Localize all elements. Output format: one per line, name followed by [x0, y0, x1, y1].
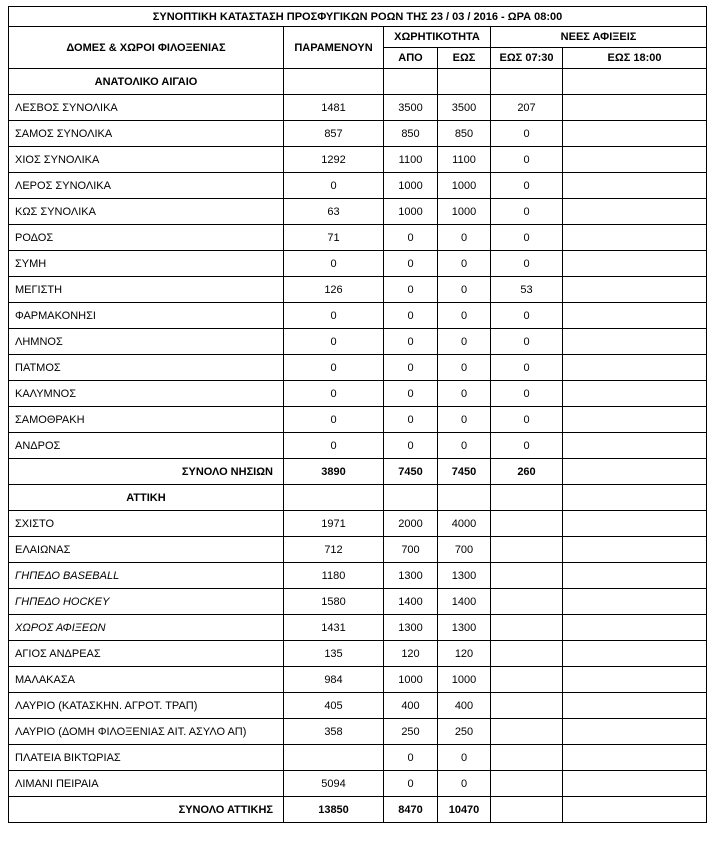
arrivals-0730-value: 0 [491, 433, 563, 459]
table-row [9, 537, 707, 563]
capacity-to-value: 250 [438, 719, 491, 745]
capacity-to-value: 3500 [438, 95, 491, 121]
capacity-from-value: 8470 [384, 797, 438, 823]
capacity-to-value: 1300 [438, 615, 491, 641]
capacity-to-value: 700 [438, 537, 491, 563]
arrivals-0730-value: 207 [491, 95, 563, 121]
table-header [9, 7, 707, 69]
capacity-to-value: 10470 [438, 797, 491, 823]
remaining-value: 0 [284, 381, 384, 407]
arrivals-0730-value [491, 485, 563, 511]
row-label: ΣΑΜΟΘΡΑΚΗ [9, 407, 284, 433]
remaining-value: 135 [284, 641, 384, 667]
row-label: ΦΑΡΜΑΚΟΝΗΣΙ [9, 303, 284, 329]
column-header-capacity-to: ΕΩΣ [438, 48, 491, 69]
remaining-value: 5094 [284, 771, 384, 797]
table-row [9, 381, 707, 407]
capacity-from-value: 0 [384, 303, 438, 329]
row-label: ΛΑΥΡΙΟ (ΔΟΜΗ ΦΙΛΟΞΕΝΙΑΣ ΑΙΤ. ΑΣΥΛΟ ΑΠ) [9, 719, 284, 745]
capacity-from-value: 250 [384, 719, 438, 745]
arrivals-1800-value [563, 147, 707, 173]
column-header-structures: ΔΟΜΕΣ & ΧΩΡΟΙ ΦΙΛΟΞΕΝΙΑΣ [9, 27, 284, 69]
remaining-value [284, 745, 384, 771]
arrivals-0730-value: 0 [491, 173, 563, 199]
capacity-from-value [384, 69, 438, 95]
remaining-value: 358 [284, 719, 384, 745]
table-row [9, 277, 707, 303]
remaining-value: 1431 [284, 615, 384, 641]
remaining-value: 0 [284, 433, 384, 459]
arrivals-1800-value [563, 173, 707, 199]
row-label: ΑΓΙΟΣ ΑΝΔΡΕΑΣ [9, 641, 284, 667]
arrivals-1800-value [563, 641, 707, 667]
column-header-capacity: ΧΩΡΗΤΙΚΟΤΗΤΑ [384, 27, 491, 48]
capacity-from-value: 700 [384, 537, 438, 563]
row-label: ΚΑΛΥΜΝΟΣ [9, 381, 284, 407]
capacity-to-value: 1300 [438, 563, 491, 589]
total-row [9, 459, 707, 485]
capacity-from-value: 1000 [384, 667, 438, 693]
arrivals-0730-value [491, 797, 563, 823]
capacity-from-value: 1000 [384, 199, 438, 225]
capacity-to-value: 0 [438, 381, 491, 407]
remaining-value: 405 [284, 693, 384, 719]
remaining-value: 0 [284, 355, 384, 381]
row-label: ΕΛΑΙΩΝΑΣ [9, 537, 284, 563]
remaining-value: 71 [284, 225, 384, 251]
arrivals-0730-value [491, 667, 563, 693]
capacity-to-value: 120 [438, 641, 491, 667]
arrivals-1800-value [563, 589, 707, 615]
table-row [9, 95, 707, 121]
arrivals-1800-value [563, 797, 707, 823]
arrivals-0730-value: 260 [491, 459, 563, 485]
capacity-from-value: 0 [384, 407, 438, 433]
table-row [9, 719, 707, 745]
capacity-to-value [438, 485, 491, 511]
header-row-top [9, 27, 707, 48]
table-row [9, 771, 707, 797]
arrivals-0730-value: 0 [491, 303, 563, 329]
capacity-from-value: 0 [384, 433, 438, 459]
arrivals-1800-value [563, 719, 707, 745]
capacity-from-value: 400 [384, 693, 438, 719]
row-label: ΓΗΠΕΔΟ BASEBALL [9, 563, 284, 589]
remaining-value: 1481 [284, 95, 384, 121]
remaining-value: 0 [284, 251, 384, 277]
capacity-to-value: 0 [438, 251, 491, 277]
column-header-capacity-from: ΑΠΟ [384, 48, 438, 69]
table-row [9, 615, 707, 641]
capacity-to-value: 0 [438, 771, 491, 797]
row-label: ΛΕΣΒΟΣ ΣΥΝΟΛΙΚΑ [9, 95, 284, 121]
arrivals-0730-value: 0 [491, 225, 563, 251]
row-label: ΣΥΝΟΛΟ ΝΗΣΙΩΝ [9, 459, 284, 485]
capacity-from-value: 850 [384, 121, 438, 147]
table-row [9, 407, 707, 433]
capacity-from-value: 0 [384, 745, 438, 771]
capacity-to-value: 850 [438, 121, 491, 147]
column-header-remaining: ΠΑΡΑΜΕΝΟΥΝ [284, 27, 384, 69]
capacity-to-value: 7450 [438, 459, 491, 485]
row-label: ΧΩΡΟΣ ΑΦΙΞΕΩΝ [9, 615, 284, 641]
remaining-value: 0 [284, 329, 384, 355]
arrivals-0730-value [491, 537, 563, 563]
arrivals-0730-value [491, 563, 563, 589]
remaining-value: 712 [284, 537, 384, 563]
arrivals-1800-value [563, 121, 707, 147]
remaining-value: 0 [284, 407, 384, 433]
arrivals-1800-value [563, 667, 707, 693]
arrivals-0730-value: 0 [491, 381, 563, 407]
arrivals-1800-value [563, 199, 707, 225]
row-label: ΣΧΙΣΤΟ [9, 511, 284, 537]
table-row [9, 589, 707, 615]
capacity-from-value: 120 [384, 641, 438, 667]
arrivals-1800-value [563, 355, 707, 381]
capacity-from-value: 7450 [384, 459, 438, 485]
arrivals-1800-value [563, 225, 707, 251]
capacity-to-value: 0 [438, 355, 491, 381]
capacity-to-value: 0 [438, 433, 491, 459]
arrivals-1800-value [563, 537, 707, 563]
arrivals-0730-value [491, 615, 563, 641]
arrivals-1800-value [563, 69, 707, 95]
table-row [9, 147, 707, 173]
row-label: ΣΥΝΟΛΟ ΑΤΤΙΚΗΣ [9, 797, 284, 823]
row-label: ΛΗΜΝΟΣ [9, 329, 284, 355]
arrivals-1800-value [563, 433, 707, 459]
row-label: ΧΙΟΣ ΣΥΝΟΛΙΚΑ [9, 147, 284, 173]
table-row [9, 251, 707, 277]
arrivals-1800-value [563, 277, 707, 303]
row-label: ΚΩΣ ΣΥΝΟΛΙΚΑ [9, 199, 284, 225]
table-row [9, 355, 707, 381]
capacity-from-value: 1400 [384, 589, 438, 615]
remaining-value: 63 [284, 199, 384, 225]
row-label: ΜΑΛΑΚΑΣΑ [9, 667, 284, 693]
table-row [9, 225, 707, 251]
arrivals-1800-value [563, 615, 707, 641]
capacity-to-value: 0 [438, 303, 491, 329]
capacity-to-value: 1100 [438, 147, 491, 173]
arrivals-0730-value: 0 [491, 355, 563, 381]
remaining-value: 3890 [284, 459, 384, 485]
arrivals-1800-value [563, 771, 707, 797]
capacity-from-value: 3500 [384, 95, 438, 121]
capacity-from-value: 1300 [384, 615, 438, 641]
arrivals-0730-value [491, 771, 563, 797]
capacity-from-value: 1100 [384, 147, 438, 173]
capacity-to-value: 1000 [438, 199, 491, 225]
capacity-to-value: 1400 [438, 589, 491, 615]
arrivals-1800-value [563, 511, 707, 537]
table-row [9, 199, 707, 225]
capacity-to-value: 4000 [438, 511, 491, 537]
arrivals-0730-value: 0 [491, 407, 563, 433]
row-label: ΡΟΔΟΣ [9, 225, 284, 251]
column-header-arrivals-1800: ΕΩΣ 18:00 [563, 48, 707, 69]
row-label: ΣΥΜΗ [9, 251, 284, 277]
capacity-to-value: 1000 [438, 173, 491, 199]
row-label: ΠΛΑΤΕΙΑ ΒΙΚΤΩΡΙΑΣ [9, 745, 284, 771]
capacity-from-value: 0 [384, 225, 438, 251]
table-row [9, 641, 707, 667]
arrivals-1800-value [563, 95, 707, 121]
column-header-new-arrivals: ΝΕΕΣ ΑΦΙΞΕΙΣ [491, 27, 707, 48]
capacity-to-value [438, 69, 491, 95]
row-label: ΛΑΥΡΙΟ (ΚΑΤΑΣΚΗΝ. ΑΓΡΟΤ. ΤΡΑΠ) [9, 693, 284, 719]
remaining-value: 1292 [284, 147, 384, 173]
table-row [9, 433, 707, 459]
table-row [9, 173, 707, 199]
arrivals-1800-value [563, 745, 707, 771]
row-label: ΛΕΡΟΣ ΣΥΝΟΛΙΚΑ [9, 173, 284, 199]
capacity-from-value: 0 [384, 329, 438, 355]
table-row [9, 511, 707, 537]
arrivals-1800-value [563, 329, 707, 355]
capacity-to-value: 0 [438, 407, 491, 433]
arrivals-1800-value [563, 303, 707, 329]
table-row [9, 329, 707, 355]
row-label: ΣΑΜΟΣ ΣΥΝΟΛΙΚΑ [9, 121, 284, 147]
arrivals-1800-value [563, 459, 707, 485]
remaining-value: 1580 [284, 589, 384, 615]
capacity-to-value: 0 [438, 745, 491, 771]
arrivals-0730-value [491, 69, 563, 95]
arrivals-1800-value [563, 251, 707, 277]
capacity-from-value: 0 [384, 381, 438, 407]
capacity-from-value [384, 485, 438, 511]
arrivals-1800-value [563, 407, 707, 433]
section-header-row [9, 69, 707, 95]
remaining-value: 1971 [284, 511, 384, 537]
row-label: ΠΑΤΜΟΣ [9, 355, 284, 381]
total-row [9, 797, 707, 823]
capacity-from-value: 1000 [384, 173, 438, 199]
capacity-from-value: 0 [384, 277, 438, 303]
arrivals-1800-value [563, 381, 707, 407]
arrivals-1800-value [563, 563, 707, 589]
table-row [9, 303, 707, 329]
arrivals-0730-value: 53 [491, 277, 563, 303]
arrivals-0730-value [491, 719, 563, 745]
arrivals-1800-value [563, 693, 707, 719]
arrivals-0730-value [491, 693, 563, 719]
remaining-value [284, 69, 384, 95]
arrivals-1800-value [563, 485, 707, 511]
row-label: ΓΗΠΕΔΟ HOCKEY [9, 589, 284, 615]
section-header-row [9, 485, 707, 511]
arrivals-0730-value [491, 641, 563, 667]
remaining-value [284, 485, 384, 511]
arrivals-0730-value: 0 [491, 121, 563, 147]
capacity-to-value: 0 [438, 329, 491, 355]
report-title: ΣΥΝΟΠΤΙΚΗ ΚΑΤΑΣΤΑΣΗ ΠΡΟΣΦΥΓΙΚΩΝ ΡΟΩΝ ΤΗΣ 23 / 03 / 2016 - ΩΡΑ 08:00 [9, 7, 707, 27]
capacity-to-value: 0 [438, 277, 491, 303]
arrivals-0730-value: 0 [491, 251, 563, 277]
arrivals-0730-value [491, 511, 563, 537]
capacity-from-value: 0 [384, 771, 438, 797]
row-label: ΛΙΜΑΝΙ ΠΕΙΡΑΙΑ [9, 771, 284, 797]
remaining-value: 13850 [284, 797, 384, 823]
table-row [9, 121, 707, 147]
remaining-value: 1180 [284, 563, 384, 589]
table-row [9, 693, 707, 719]
table-row [9, 563, 707, 589]
remaining-value: 0 [284, 303, 384, 329]
capacity-to-value: 0 [438, 225, 491, 251]
capacity-to-value: 1000 [438, 667, 491, 693]
arrivals-0730-value: 0 [491, 199, 563, 225]
remaining-value: 984 [284, 667, 384, 693]
arrivals-0730-value [491, 745, 563, 771]
row-label: ΑΤΤΙΚΗ [9, 485, 284, 511]
row-label: ΜΕΓΙΣΤΗ [9, 277, 284, 303]
row-label: ΑΝΔΡΟΣ [9, 433, 284, 459]
table-row [9, 745, 707, 771]
table-row [9, 667, 707, 693]
refugee-flows-table [8, 6, 707, 823]
remaining-value: 0 [284, 173, 384, 199]
row-label: ΑΝΑΤΟΛΙΚΟ ΑΙΓΑΙΟ [9, 69, 284, 95]
capacity-from-value: 0 [384, 355, 438, 381]
capacity-from-value: 2000 [384, 511, 438, 537]
remaining-value: 126 [284, 277, 384, 303]
capacity-from-value: 0 [384, 251, 438, 277]
arrivals-0730-value [491, 589, 563, 615]
capacity-to-value: 400 [438, 693, 491, 719]
title-row [9, 7, 707, 27]
table-body [9, 69, 707, 823]
column-header-arrivals-0730: ΕΩΣ 07:30 [491, 48, 563, 69]
arrivals-0730-value: 0 [491, 329, 563, 355]
arrivals-0730-value: 0 [491, 147, 563, 173]
remaining-value: 857 [284, 121, 384, 147]
capacity-from-value: 1300 [384, 563, 438, 589]
